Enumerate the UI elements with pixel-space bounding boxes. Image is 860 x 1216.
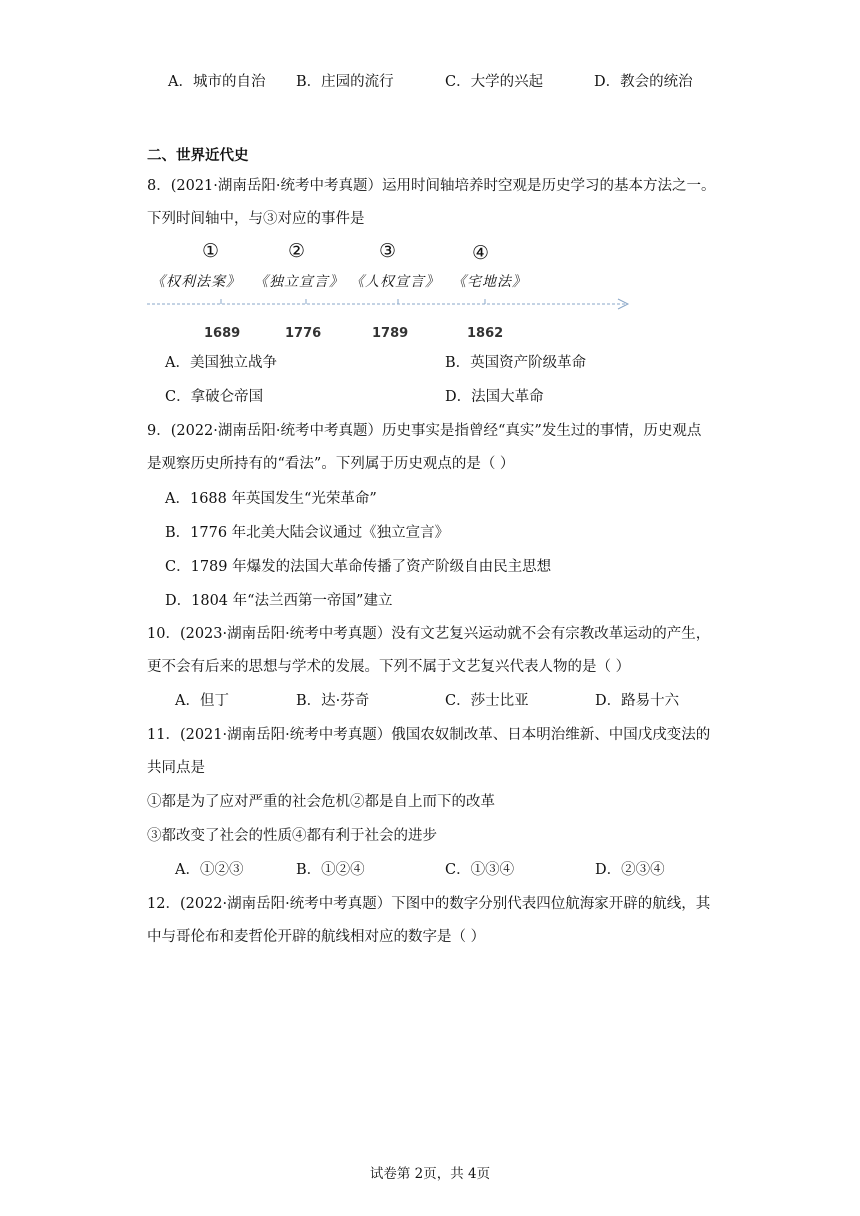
q10-option-c[interactable]: C．莎士比亚 [445,693,529,709]
timeline-year-3: 1789 [372,326,409,341]
q8-option-d[interactable]: D．法国大革命 [445,389,544,405]
q9-option-c[interactable]: C．1789 年爆发的法国大革命传播了资产阶级自由民主思想 [165,559,552,575]
q8-stem-line1: 8．(2021·湖南岳阳·统考中考真题）运用时间轴培养时空观是历史学习的基本方法之一。 [147,178,716,194]
q7-option-a[interactable]: A．城市的自治 [168,74,266,90]
q9-stem-line1: 9．(2022·湖南岳阳·统考中考真题）历史事实是指曾经“真实”发生过的事情，历史观点 [147,423,702,439]
q8-option-a[interactable]: A．美国独立战争 [165,355,277,371]
page-footer: 试卷第 2页，共 4页 [369,1166,491,1182]
timeline-doc-2: 《独立宣言》 [254,274,344,290]
q8-option-b[interactable]: B．英国资产阶级革命 [445,355,587,371]
q11-option-c[interactable]: C．①③④ [445,862,515,878]
q11-option-b[interactable]: B．①②④ [296,862,365,878]
timeline-marker-1: ① [202,240,220,262]
timeline-year-4: 1862 [467,326,504,341]
q11-statement-2: ③都改变了社会的性质④都有利于社会的进步 [147,828,437,844]
q8-option-c[interactable]: C．拿破仑帝国 [165,389,264,405]
q12-stem-line2: 中与哥伦布和麦哲伦开辟的航线相对应的数字是（ ） [147,929,486,945]
q10-option-a[interactable]: A．但丁 [175,693,229,709]
timeline-year-2: 1776 [285,326,322,341]
q7-option-b[interactable]: B．庄园的流行 [296,74,394,90]
q7-option-d[interactable]: D．教会的统治 [594,74,693,90]
q9-option-b[interactable]: B．1776 年北美大陆会议通过《独立宣言》 [165,525,450,541]
q8-stem-line2: 下列时间轴中，与③对应的事件是 [147,211,365,227]
timeline-axis [145,296,635,312]
timeline-marker-4: ④ [472,242,490,264]
q11-stem-line2: 共同点是 [147,760,205,776]
q12-stem-line1: 12．(2022·湖南岳阳·统考中考真题）下图中的数字分别代表四位航海家开辟的航线，其 [147,896,711,912]
q11-statement-1: ①都是为了应对严重的社会危机②都是自上而下的改革 [147,794,495,810]
timeline-year-1: 1689 [204,326,241,341]
q11-option-a[interactable]: A．①②③ [175,862,244,878]
timeline-marker-2: ② [288,240,306,262]
timeline-doc-1: 《权利法案》 [151,274,241,290]
section-heading: 二、世界近代史 [147,148,249,164]
q10-stem-line1: 10．(2023·湖南岳阳·统考中考真题）没有文艺复兴运动就不会有宗教改革运动的产生， [147,626,711,642]
q10-option-d[interactable]: D．路易十六 [595,693,680,709]
timeline-marker-3: ③ [379,240,397,262]
q10-option-b[interactable]: B．达·芬奇 [296,693,370,709]
q7-option-c[interactable]: C．大学的兴起 [445,74,544,90]
q11-option-d[interactable]: D．②③④ [595,862,665,878]
q9-option-d[interactable]: D．1804 年“法兰西第一帝国”建立 [165,593,393,609]
q11-stem-line1: 11．(2021·湖南岳阳·统考中考真题）俄国农奴制改革、日本明治维新、中国戊戌变法的 [147,727,711,743]
timeline-doc-4: 《宅地法》 [452,274,527,290]
q9-option-a[interactable]: A．1688 年英国发生“光荣革命” [165,491,377,507]
q10-stem-line2: 更不会有后来的思想与学术的发展。下列不属于文艺复兴代表人物的是（ ） [147,659,631,675]
timeline-doc-3: 《人权宣言》 [350,274,440,290]
q9-stem-line2: 是观察历史所持有的“看法”。下列属于历史观点的是（ ） [147,456,515,472]
